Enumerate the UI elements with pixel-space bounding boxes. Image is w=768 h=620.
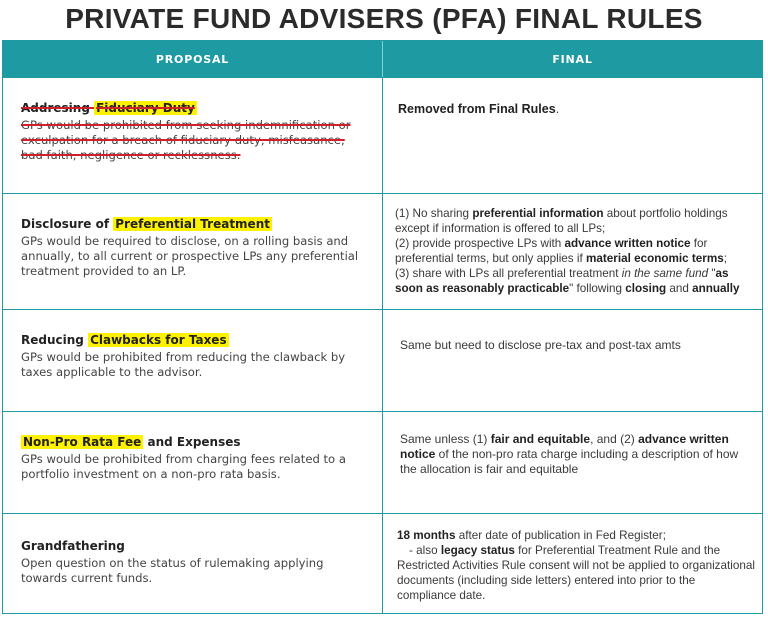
proposal-title: Reducing Clawbacks for Taxes <box>21 333 227 347</box>
highlight: Fiduciary Duty <box>96 101 195 115</box>
final-cell: Removed from Final Rules. <box>398 102 560 116</box>
page-title: PRIVATE FUND ADVISERS (PFA) FINAL RULES <box>65 3 703 34</box>
highlight: Non-Pro Rata Fee <box>23 435 142 449</box>
table-row-non-pro-rata <box>3 411 762 514</box>
proposal-description: GPs would be required to disclose, on a rolling basis and annually, to all current or prospective LPs any preferential treatment provided to an LP. <box>21 234 359 278</box>
proposal-title: Disclosure of Preferential Treatment <box>21 217 270 231</box>
column-header-final: FINAL <box>382 41 762 77</box>
proposal-description: Open question on the status of rulemaking applying towards current funds. <box>21 556 324 585</box>
table-row-clawbacks <box>3 309 762 412</box>
proposal-description: GPs would be prohibited from seeking indemnification or exculpation for a breach of fiduciary duty, misfeasance, bad faith, negligence or recklessness. <box>21 118 351 162</box>
final-cell: 18 months after date of publication in Fed Register; - also legacy status for Preferential Treatment Rule and the Restricted Activities Rule consent will not be applied to organizational documents (including side letters) entered into prior to the compliance date. <box>397 529 755 602</box>
highlight: Clawbacks for Taxes <box>90 333 227 347</box>
highlight: Preferential Treatment <box>115 217 270 231</box>
final-cell: Same unless (1) fair and equitable, and (2) advance written notice of the non-pro rata charge including a description of how the allocation is fair and equitable <box>400 432 739 476</box>
proposal-description: GPs would be prohibited from charging fees related to a portfolio investment on a non-pro rata basis. <box>21 452 346 481</box>
column-header-proposal: PROPOSAL <box>3 41 382 77</box>
proposal-title: Non-Pro Rata Fee and Expenses <box>23 435 241 449</box>
proposal-description: GPs would be prohibited from reducing the clawback by taxes applicable to the advisor. <box>21 350 346 379</box>
proposal-title: Grandfathering <box>21 539 125 553</box>
table-row-preferential-treatment <box>3 193 762 310</box>
proposal-cell <box>21 434 366 482</box>
proposal-cell <box>21 538 366 586</box>
table-row-fiduciary-duty <box>3 77 762 194</box>
proposal-cell <box>21 100 366 163</box>
proposal-cell <box>21 216 366 279</box>
table-row-grandfathering <box>3 513 762 614</box>
rules-table <box>2 40 763 614</box>
proposal-title: Addresing Fiduciary Duty <box>21 101 195 115</box>
proposal-cell <box>21 332 366 380</box>
final-cell: (1) No sharing preferential information about portfolio holdings except if information is offered to all LPs; (2) provide prospective LPs with advance written notice for preferential terms, but only applies if material economic terms; (3) share with LPs all preferential treatment in the same fund "as soon as reasonably practicable" following closing and annually <box>395 207 740 295</box>
final-cell: Same but need to disclose pre-tax and post-tax amts <box>400 338 681 352</box>
